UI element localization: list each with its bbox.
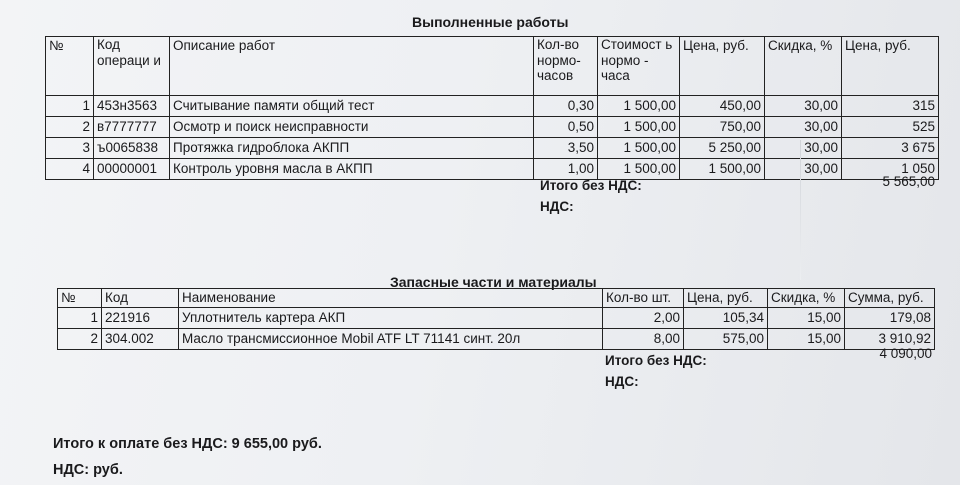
works-header-no: № [46,37,94,96]
row-price: 105,34 [684,308,768,329]
works-table-header [46,37,939,96]
works-header-description: Описание работ [170,37,534,96]
row-description: Контроль уровня масла в АКПП [170,159,534,180]
parts-table-header [58,289,935,308]
grand-total-label: Итого к оплате без НДС: 9 655,00 руб. [53,436,322,452]
parts-header-price: Цена, руб. [684,289,768,308]
row-qty: 8,00 [603,329,684,350]
works-header-code: Код операци и [94,37,170,96]
row-discount: 30,00 [765,96,842,117]
row-code: ъ0065838 [94,138,170,159]
parts-header-name: Наименование [179,289,603,308]
grand-vat-label: НДС: руб. [53,462,123,478]
works-section-title: Выполненные работы [412,14,569,30]
row-discount: 15,00 [768,308,845,329]
works-header-cost: Стоимост ь нормо - часа [598,37,680,96]
row-sum: 3 910,92 [845,329,935,350]
row-no: 4 [46,159,94,180]
row-hours: 0,50 [534,117,598,138]
row-price: 750,00 [680,117,765,138]
row-final-price: 3 675 [842,138,939,159]
row-name: Уплотнитель картера АКП [179,308,603,329]
row-description: Осмотр и поиск неисправности [170,117,534,138]
parts-header-qty: Кол-во шт. [603,289,684,308]
row-cost: 1 500,00 [598,138,680,159]
row-price: 575,00 [684,329,768,350]
parts-header-sum: Сумма, руб. [845,289,935,308]
row-final-price: 315 [842,96,939,117]
row-code: 221916 [102,308,179,329]
works-vat-label: НДС: [540,199,574,214]
row-description: Считывание памяти общий тест [170,96,534,117]
row-no: 1 [58,308,102,329]
works-header-hours: Кол-во нормо-часов [534,37,598,96]
row-cost: 1 500,00 [598,96,680,117]
table-row [46,138,939,159]
table-row [58,308,935,329]
row-final-price: 525 [842,117,939,138]
row-discount: 30,00 [765,159,842,180]
parts-total-value: 4 090,00 [879,346,932,361]
paper-crease [800,140,801,280]
table-row [46,117,939,138]
row-code: 00000001 [94,159,170,180]
parts-vat-label: НДС: [605,374,639,389]
row-code: 453н3563 [94,96,170,117]
parts-table [57,288,935,350]
row-code: 304.002 [102,329,179,350]
parts-header-no: № [58,289,102,308]
row-price: 5 250,00 [680,138,765,159]
row-no: 2 [46,117,94,138]
table-row [46,159,939,180]
works-header-price: Цена, руб. [680,37,765,96]
works-total-label: Итого без НДС: [540,178,642,193]
row-hours: 3,50 [534,138,598,159]
row-code: в7777777 [94,117,170,138]
row-hours: 1,00 [534,159,598,180]
table-row [46,96,939,117]
row-no: 2 [58,329,102,350]
row-hours: 0,30 [534,96,598,117]
parts-header-code: Код [102,289,179,308]
row-no: 3 [46,138,94,159]
row-discount: 30,00 [765,117,842,138]
row-price: 1 500,00 [680,159,765,180]
works-header-discount: Скидка, % [765,37,842,96]
table-row [58,329,935,350]
row-final-price: 1 050 [842,159,939,180]
row-name: Масло трансмиссионное Mobil ATF LT 71141 синт. 20л [179,329,603,350]
row-sum: 179,08 [845,308,935,329]
row-discount: 15,00 [768,329,845,350]
parts-total-label: Итого без НДС: [605,353,707,368]
works-total-value: 5 565,00 [882,174,935,189]
works-table [45,36,939,180]
row-no: 1 [46,96,94,117]
row-cost: 1 500,00 [598,117,680,138]
parts-section-title: Запасные части и материалы [390,274,597,290]
works-header-final-price: Цена, руб. [842,37,939,96]
row-cost: 1 500,00 [598,159,680,180]
row-qty: 2,00 [603,308,684,329]
row-discount: 30,00 [765,138,842,159]
row-price: 450,00 [680,96,765,117]
parts-header-discount: Скидка, % [768,289,845,308]
row-description: Протяжка гидроблока АКПП [170,138,534,159]
